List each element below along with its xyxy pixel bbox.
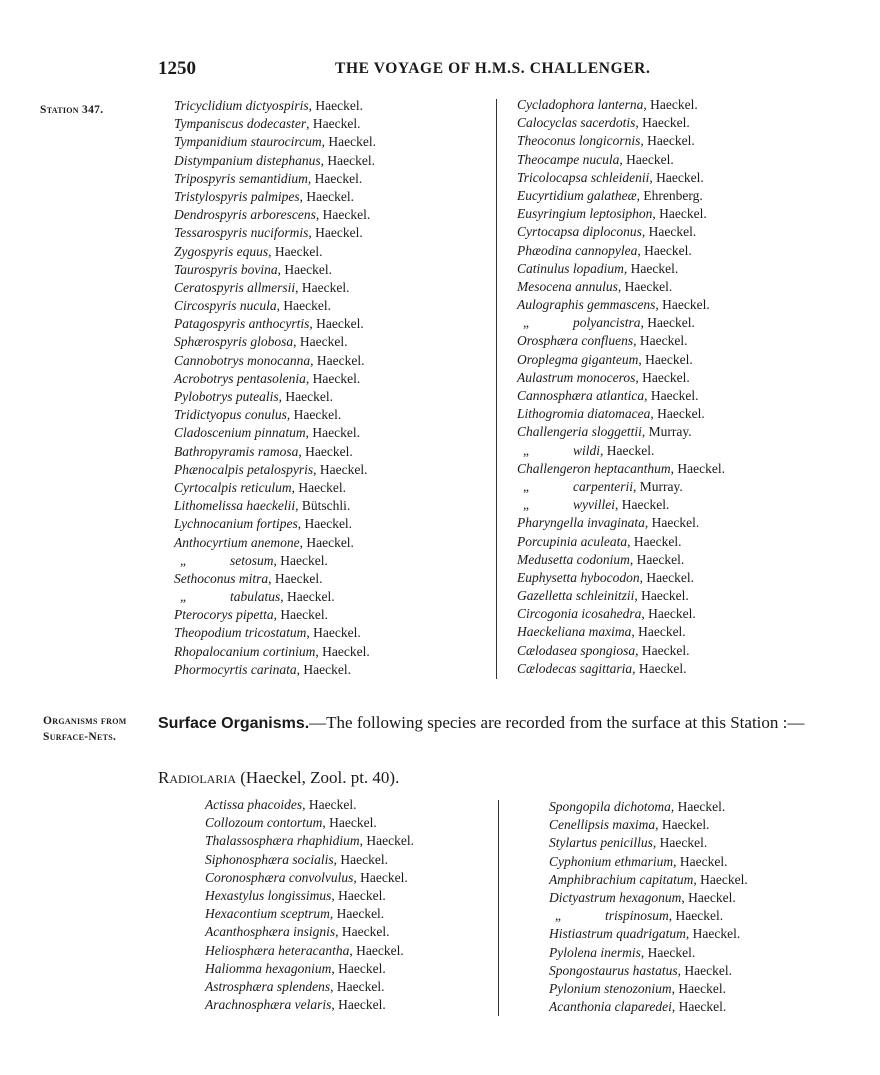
species-entry <box>517 387 725 405</box>
species-entry <box>174 243 376 261</box>
species-entry <box>205 796 414 814</box>
species-name: Phæodina cannopylea <box>517 242 638 258</box>
species-name: Hexacontium sceptrum <box>205 906 330 922</box>
species-name: Tristylospyris palmipes <box>174 188 300 204</box>
species-entry <box>549 871 748 889</box>
species-name: Siphonosphæra socialis <box>205 851 334 867</box>
species-author: , Haeckel. <box>320 152 375 168</box>
species-entry <box>174 406 376 424</box>
species-name: Distympanium distephanus <box>174 152 321 168</box>
species-name: Cenellipsis maxima <box>549 817 656 833</box>
species-name: Challengeria sloggettii <box>517 424 642 440</box>
species-name: Tripospyris semantidium <box>174 170 308 186</box>
radiolaria-heading <box>158 768 399 788</box>
species-author: , Haeckel. <box>677 962 732 978</box>
species-author: , Haeckel. <box>640 944 696 960</box>
species-entry <box>517 442 725 460</box>
species-name: Cyphonium ethmarium <box>549 853 674 869</box>
ditto-mark: „ <box>523 315 529 331</box>
species-name: wildi <box>573 442 601 458</box>
species-author: , Haeckel. <box>298 443 353 459</box>
species-entry <box>517 514 725 532</box>
species-entry <box>205 960 414 978</box>
surface-list-right <box>549 798 748 1016</box>
species-entry <box>517 351 725 369</box>
species-entry <box>517 242 725 260</box>
species-entry <box>205 814 414 832</box>
species-name: Arachnosphæra velaris <box>205 997 332 1013</box>
species-name: Acanthosphæra insignis <box>205 924 336 940</box>
species-entry <box>174 133 376 151</box>
species-name: Acanthonia claparedei <box>549 999 672 1015</box>
species-author: , Haeckel. <box>637 242 692 258</box>
species-author: , Haeckel. <box>652 206 707 222</box>
species-author: , Haeckel. <box>321 134 376 150</box>
species-name: Acrobotrys pentasolenia <box>174 370 306 386</box>
species-entry <box>517 96 725 114</box>
species-entry <box>205 905 414 923</box>
species-entry <box>549 962 748 980</box>
species-entry <box>549 907 748 925</box>
species-name: Pterocorys pipetta <box>174 607 274 623</box>
species-name: Sphærospyris globosa <box>174 334 294 350</box>
species-author: , Haeckel. <box>641 606 696 622</box>
organisms-sidenote <box>43 713 127 745</box>
surface-list-left <box>205 796 414 1014</box>
species-name: trispinosum <box>605 908 669 924</box>
species-entry <box>205 942 414 960</box>
species-author: , Haeckel. <box>670 460 725 476</box>
species-entry <box>174 461 376 479</box>
species-name: Challengeron heptacanthum <box>517 460 671 476</box>
species-entry <box>517 551 725 569</box>
species-entry <box>174 352 376 370</box>
species-entry <box>517 423 725 441</box>
species-author: , Haeckel. <box>330 978 385 994</box>
species-entry <box>174 206 376 224</box>
species-entry <box>174 570 376 588</box>
species-name: Lithogromia diatomacea <box>517 406 651 422</box>
species-entry <box>174 224 376 242</box>
species-author: , Haeckel. <box>619 151 674 167</box>
species-entry <box>517 278 725 296</box>
species-entry <box>174 333 376 351</box>
species-name: Rhopalocanium cortinium <box>174 643 316 659</box>
species-name: Cannosphæra atlantica <box>517 388 645 403</box>
species-entry <box>517 642 725 660</box>
species-entry <box>517 296 725 314</box>
species-entry <box>517 314 725 332</box>
species-name: Tessarospyris nuciformis <box>174 225 309 241</box>
species-author: , Haeckel. <box>652 835 708 851</box>
species-name: Medusetta codonium <box>517 551 630 567</box>
species-author: , Haeckel. <box>280 589 335 605</box>
species-entry <box>517 332 725 350</box>
species-entry <box>174 534 376 552</box>
radiolaria-label: Radiolaria <box>158 768 236 787</box>
species-entry <box>517 132 725 150</box>
column-divider <box>496 99 497 679</box>
species-author: , Haeckel. <box>310 352 365 368</box>
species-author: , Haeckel. <box>638 351 693 367</box>
species-author: , Haeckel. <box>641 224 697 240</box>
species-author: , Haeckel. <box>277 261 332 277</box>
species-author: , Haeckel. <box>302 797 357 812</box>
species-entry <box>174 170 376 188</box>
species-name: Tridictyopus conulus <box>174 407 287 423</box>
species-entry <box>205 851 414 869</box>
species-name: Mesocena annulus <box>517 278 618 294</box>
species-name: Cælodecas sagittaria <box>517 660 633 676</box>
species-name: Euphysetta hybocodon <box>517 569 640 585</box>
species-author: , Haeckel. <box>359 833 415 849</box>
species-name: setosum <box>230 552 274 568</box>
species-author: , Haeckel. <box>331 997 386 1013</box>
species-entry <box>174 315 376 333</box>
species-name: Dictyastrum hexagonum <box>549 889 682 905</box>
species-author: , Murray. <box>641 424 692 440</box>
species-name: tabulatus <box>230 589 281 605</box>
species-name: Circogonia icosahedra <box>517 606 642 622</box>
species-entry <box>549 834 748 852</box>
species-entry <box>174 497 376 515</box>
species-author: , Haeckel. <box>634 588 689 604</box>
station-list-left <box>174 97 376 679</box>
species-name: Cladoscenium pinnatum <box>174 425 306 441</box>
species-entry <box>174 279 376 297</box>
species-author: , Haeckel. <box>276 298 331 314</box>
species-name: Lychnocanium fortipes <box>174 516 298 532</box>
species-author: , Haeckel. <box>322 815 377 831</box>
species-author: , Haeckel. <box>286 407 342 423</box>
species-name: Actissa phacoides <box>205 797 303 812</box>
species-author: , Haeckel. <box>649 169 704 185</box>
species-name: Orosphæra confluens <box>517 333 634 349</box>
species-author: , Haeckel. <box>640 315 695 331</box>
species-author: , Haeckel. <box>685 926 741 942</box>
species-name: Theocampe nucula <box>517 151 620 167</box>
species-author: , Haeckel. <box>299 534 354 550</box>
species-name: Thalassosphæra rhaphidium <box>205 833 360 849</box>
species-author: , Haeckel. <box>268 243 323 259</box>
species-name: Haeckeliana maxima <box>517 624 632 640</box>
species-author: , Haeckel. <box>313 461 368 477</box>
ditto-mark: „ <box>555 908 561 924</box>
species-entry <box>549 925 748 943</box>
species-entry <box>205 869 414 887</box>
species-author: , Haeckel. <box>632 660 687 676</box>
species-entry <box>549 998 748 1016</box>
species-author: , Haeckel. <box>650 406 705 422</box>
species-entry <box>549 853 748 871</box>
species-entry <box>174 261 376 279</box>
species-author: , Haeckel. <box>297 516 353 532</box>
species-name: Circospyris nucula <box>174 298 277 314</box>
species-entry <box>517 496 725 514</box>
species-author: , Haeckel. <box>306 116 361 132</box>
ditto-mark: „ <box>523 442 529 458</box>
species-entry <box>549 980 748 998</box>
species-author: , Haeckel. <box>353 869 408 885</box>
species-name: Pylolena inermis <box>549 944 641 960</box>
species-author: , Haeckel. <box>635 642 690 658</box>
species-name: Heliosphæra heteracantha <box>205 942 350 958</box>
species-entry <box>517 260 725 278</box>
species-name: Eucyrtidium galatheæ <box>517 187 637 203</box>
species-name: Theoconus longicornis <box>517 133 641 149</box>
species-name: Spongostaurus hastatus <box>549 962 678 978</box>
species-name: Amphibrachium capitatum <box>549 871 694 887</box>
species-author: , Haeckel. <box>635 115 690 131</box>
species-entry <box>174 188 376 206</box>
species-entry <box>517 205 725 223</box>
species-name: Hexastylus longissimus <box>205 887 332 903</box>
species-entry <box>174 552 376 570</box>
species-author: , Haeckel. <box>671 980 726 996</box>
radiolaria-ref: (Haeckel, Zool. pt. 40). <box>236 768 400 787</box>
species-name: Aulastrum monoceros <box>517 369 636 385</box>
species-author: , Haeckel. <box>627 533 682 549</box>
species-entry <box>174 515 376 533</box>
species-name: Sethoconus mitra <box>174 570 269 586</box>
species-name: Spongopila dichotoma <box>549 799 671 814</box>
species-entry <box>517 151 725 169</box>
species-name: Dendrospyris arborescens <box>174 207 316 223</box>
species-author: , Haeckel. <box>644 388 699 403</box>
species-entry <box>174 388 376 406</box>
species-entry <box>549 816 748 834</box>
species-author: , Haeckel. <box>305 370 361 386</box>
species-author: , Haeckel. <box>308 98 363 113</box>
species-author: , Haeckel. <box>315 643 370 659</box>
species-entry <box>517 587 725 605</box>
species-entry <box>517 405 725 423</box>
species-entry <box>517 169 725 187</box>
species-name: Eusyringium leptosiphon <box>517 206 653 222</box>
species-entry <box>517 605 725 623</box>
species-author: , Haeckel. <box>333 851 388 867</box>
species-author: , Murray. <box>633 478 683 494</box>
species-name: Cyrtocapsa diploconus <box>517 224 642 240</box>
species-name: Histiastrum quadrigatum <box>549 926 686 942</box>
species-entry <box>174 97 376 115</box>
species-author: , Haeckel. <box>268 570 323 586</box>
species-entry <box>174 588 376 606</box>
species-entry <box>517 114 725 132</box>
species-name: Cycladophora lanterna <box>517 97 644 112</box>
species-entry <box>517 533 725 551</box>
species-entry <box>517 569 725 587</box>
species-entry <box>174 643 376 661</box>
species-entry <box>205 832 414 850</box>
species-name: Calocyclas sacerdotis <box>517 115 636 131</box>
species-author: , Haeckel. <box>273 552 328 568</box>
ditto-mark: „ <box>180 589 186 605</box>
species-name: wyvillei <box>573 497 615 513</box>
species-entry <box>549 889 748 907</box>
species-author: , Haeckel. <box>614 497 670 513</box>
station-list-right <box>517 96 725 678</box>
species-author: , Haeckel. <box>291 479 346 495</box>
column-divider <box>498 800 499 1016</box>
species-name: Bathropyramis ramosa <box>174 443 299 459</box>
species-entry <box>174 297 376 315</box>
species-name: Cannobotrys monocanna <box>174 352 311 368</box>
species-entry <box>205 996 414 1014</box>
species-author: , Haeckel. <box>329 906 385 922</box>
species-author: , Haeckel. <box>299 188 354 204</box>
species-entry <box>174 152 376 170</box>
species-entry <box>174 624 376 642</box>
species-author: , Haeckel. <box>640 133 695 149</box>
species-author: , Haeckel. <box>349 942 404 958</box>
species-author: , Haeckel. <box>293 334 348 350</box>
page-number: 1250 <box>158 58 196 79</box>
species-author: , Haeckel. <box>273 607 328 623</box>
surface-paragraph <box>158 711 848 736</box>
species-name: Lithomelissa haeckelii <box>174 498 296 514</box>
species-author: , Bütschli. <box>295 498 351 514</box>
running-title: THE VOYAGE OF H.M.S. CHALLENGER. <box>335 60 651 77</box>
species-author: , Haeckel. <box>296 661 351 677</box>
species-author: , Haeckel. <box>643 97 698 112</box>
species-name: Stylartus penicillus <box>549 835 653 851</box>
species-author: , Haeckel. <box>655 297 710 313</box>
species-name: Pylonium stenozonium <box>549 980 672 996</box>
species-author: , Haeckel. <box>635 369 690 385</box>
species-author: , Haeckel. <box>668 908 724 924</box>
species-entry <box>174 443 376 461</box>
species-entry <box>174 661 376 679</box>
species-entry <box>517 478 725 496</box>
species-name: Cælodasea spongiosa <box>517 642 636 658</box>
species-name: Catinulus lopadium <box>517 260 624 276</box>
species-name: Phormocyrtis carinata <box>174 661 297 677</box>
species-name: Pharyngella invaginata <box>517 515 645 531</box>
species-name: Tricolocapsa schleidenii <box>517 169 650 185</box>
species-entry <box>174 424 376 442</box>
species-name: polyancistra <box>573 315 641 331</box>
species-author: , Haeckel. <box>308 225 363 241</box>
ditto-mark: „ <box>523 478 529 494</box>
species-author: , Haeckel. <box>617 278 673 294</box>
surface-heading: Surface Organisms. <box>158 715 310 732</box>
species-author: , Haeckel. <box>670 799 726 814</box>
species-name: Tympaniscus dodecaster <box>174 116 307 132</box>
species-name: Taurospyris bovina <box>174 261 278 277</box>
species-name: Cyrtocalpis reticulum <box>174 479 292 495</box>
species-name: Porcupinia aculeata <box>517 533 628 549</box>
species-author: , Haeckel. <box>671 999 727 1015</box>
surface-text: —The following species are recorded from the surface at this Station :— <box>309 713 805 732</box>
species-name: Pylobotrys putealis <box>174 389 279 404</box>
species-name: Oroplegma giganteum <box>517 351 639 367</box>
organisms-sidenote-line2: Surface-Nets. <box>43 731 117 743</box>
species-author: , Haeckel. <box>623 260 679 276</box>
species-author: , Haeckel. <box>331 960 386 976</box>
species-name: Tympanidium staurocircum <box>174 134 322 150</box>
species-author: , Haeckel. <box>631 624 686 640</box>
species-name: Phænocalpis petalospyris <box>174 461 314 477</box>
species-name: Patagospyris anthocyrtis <box>174 316 310 332</box>
species-entry <box>517 369 725 387</box>
species-author: , Haeckel. <box>331 887 386 903</box>
species-author: , Haeckel. <box>315 207 371 223</box>
species-author: , Haeckel. <box>309 316 364 332</box>
species-name: Tricyclidium dictyospiris <box>174 98 309 113</box>
species-author: , Haeckel. <box>629 551 685 567</box>
species-entry <box>517 223 725 241</box>
species-entry <box>205 923 414 941</box>
species-name: Astrosphæra splendens <box>205 978 331 994</box>
species-name: Zygospyris equus <box>174 243 269 259</box>
species-author: , Haeckel. <box>295 279 350 295</box>
species-author: , Haeckel. <box>633 333 688 349</box>
species-entry <box>205 978 414 996</box>
species-name: Ceratospyris allmersii <box>174 279 296 295</box>
species-name: Haliomma hexagonium <box>205 960 332 976</box>
species-name: Anthocyrtium anemone <box>174 534 300 550</box>
species-author: , Haeckel. <box>306 625 361 641</box>
species-entry <box>174 115 376 133</box>
ditto-mark: „ <box>523 497 529 513</box>
species-author: , Haeckel. <box>600 442 655 458</box>
species-entry <box>549 944 748 962</box>
species-name: Aulographis gemmascens <box>517 297 656 313</box>
species-entry <box>174 370 376 388</box>
species-author: , Haeckel. <box>693 871 748 887</box>
species-entry <box>517 660 725 678</box>
species-author: , Haeckel. <box>655 817 710 833</box>
species-author: , Haeckel. <box>307 170 363 186</box>
species-name: carpenterii <box>573 478 633 494</box>
species-name: Gazelletta schleinitzii <box>517 588 635 604</box>
species-author: , Haeckel. <box>639 569 694 585</box>
species-author: , Haeckel. <box>673 853 728 869</box>
ditto-mark: „ <box>180 552 186 568</box>
species-entry <box>174 606 376 624</box>
species-author: , Haeckel. <box>305 425 360 441</box>
species-entry <box>549 798 748 816</box>
species-author: , Haeckel. <box>681 889 736 905</box>
species-entry <box>205 887 414 905</box>
species-name: Theopodium tricostatum <box>174 625 307 641</box>
species-entry <box>517 460 725 478</box>
species-entry <box>517 187 725 205</box>
species-name: Coronosphæra convolvulus <box>205 869 354 885</box>
organisms-sidenote-line1: Organisms from <box>43 715 127 727</box>
species-author: , Haeckel. <box>278 389 333 404</box>
species-author: , Haeckel. <box>335 924 390 940</box>
species-author: , Ehrenberg. <box>636 187 703 203</box>
species-entry <box>174 479 376 497</box>
station-sidenote: Station 347. <box>40 104 104 116</box>
species-name: Collozoum contortum <box>205 815 323 831</box>
species-entry <box>517 623 725 641</box>
species-author: , Haeckel. <box>644 515 700 531</box>
